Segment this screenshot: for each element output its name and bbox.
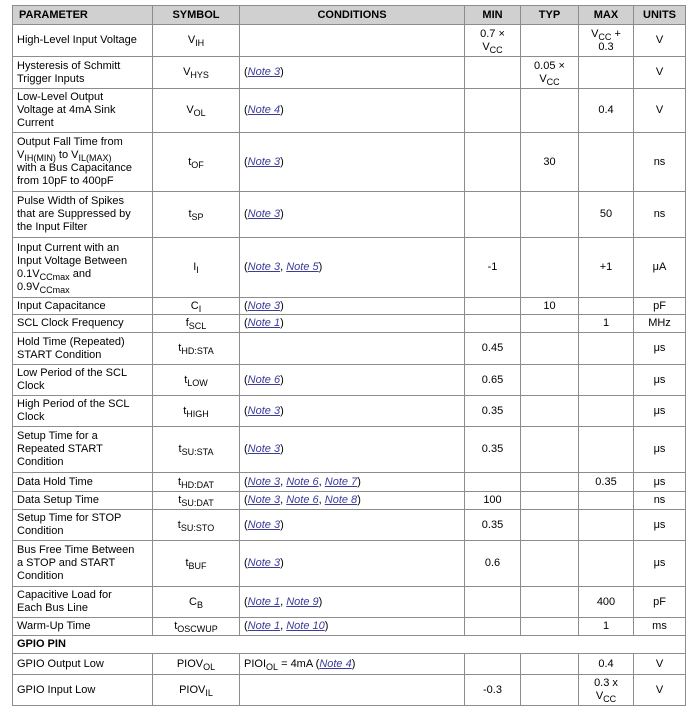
max-cell bbox=[579, 396, 634, 427]
typ-cell bbox=[521, 315, 579, 333]
note-link[interactable]: Note 3 bbox=[247, 299, 281, 312]
typ-cell bbox=[521, 192, 579, 238]
max-cell: 0.3 x $V_{CC}$ bbox=[579, 675, 634, 706]
table-row bbox=[13, 365, 686, 396]
parameter-cell: Setup Time for a Repeated START Condition bbox=[13, 427, 153, 473]
max-cell bbox=[579, 510, 634, 541]
units-cell: μs bbox=[634, 541, 686, 587]
conditions-cell: (Note 1, Note 9) bbox=[240, 587, 465, 618]
table-row bbox=[13, 298, 686, 315]
parameter-cell: Data Setup Time bbox=[13, 492, 153, 510]
conditions-cell: (Note 3) bbox=[240, 427, 465, 473]
table-row bbox=[13, 492, 686, 510]
conditions-cell: (Note 3, Note 6, Note 8) bbox=[240, 492, 465, 510]
min-cell: 0.35 bbox=[465, 396, 521, 427]
units-cell: MHz bbox=[634, 315, 686, 333]
note-link[interactable]: Note 1 bbox=[247, 620, 281, 632]
units-cell: pF bbox=[634, 298, 686, 315]
units-cell: μs bbox=[634, 333, 686, 365]
table-row bbox=[13, 192, 686, 238]
typ-cell bbox=[521, 675, 579, 706]
typ-cell: 10 bbox=[521, 298, 579, 315]
symbol-cell: $t_{HD:STA}$ bbox=[153, 333, 240, 365]
parameter-cell: Data Hold Time bbox=[13, 473, 153, 492]
symbol-cell: $t_{SU:STO}$ bbox=[153, 510, 240, 541]
max-cell bbox=[579, 427, 634, 473]
conditions-cell: (Note 3) bbox=[240, 396, 465, 427]
table-row bbox=[13, 654, 686, 675]
min-cell bbox=[465, 133, 521, 192]
note-link[interactable]: Note 1 bbox=[247, 317, 281, 329]
table-row bbox=[13, 618, 686, 636]
units-cell: ns bbox=[634, 133, 686, 192]
table-row bbox=[13, 315, 686, 333]
typ-cell bbox=[521, 25, 579, 57]
min-cell bbox=[465, 315, 521, 333]
note-link[interactable]: Note 5 bbox=[286, 261, 319, 273]
note-link[interactable]: Note 6 bbox=[286, 475, 319, 488]
max-cell bbox=[579, 365, 634, 396]
symbol-cell: $t_{SU:STA}$ bbox=[153, 427, 240, 473]
max-cell bbox=[579, 133, 634, 192]
table-row bbox=[13, 57, 686, 89]
note-link[interactable]: Note 3 bbox=[247, 557, 281, 569]
conditions-cell: (Note 1) bbox=[240, 315, 465, 333]
min-cell bbox=[465, 618, 521, 636]
conditions-cell: (Note 1, Note 10) bbox=[240, 618, 465, 636]
note-link[interactable]: Note 4 bbox=[319, 657, 352, 670]
typ-cell: 30 bbox=[521, 133, 579, 192]
min-cell bbox=[465, 192, 521, 238]
max-cell: 50 bbox=[579, 192, 634, 238]
parameter-cell: High Period of the SCL Clock bbox=[13, 396, 153, 427]
units-cell: V bbox=[634, 25, 686, 57]
table-body bbox=[13, 25, 686, 706]
min-cell bbox=[465, 298, 521, 315]
conditions-cell: (Note 3) bbox=[240, 541, 465, 587]
conditions-cell: (Note 6) bbox=[240, 365, 465, 396]
parameter-cell: Low Period of the SCL Clock bbox=[13, 365, 153, 396]
table-row bbox=[13, 587, 686, 618]
typ-cell bbox=[521, 618, 579, 636]
symbol-cell: $f_{SCL}$ bbox=[153, 315, 240, 333]
symbol-cell: $t_{LOW}$ bbox=[153, 365, 240, 396]
typ-cell: 0.05 × $V_{CC}$ bbox=[521, 57, 579, 89]
note-link[interactable]: Note 3 bbox=[247, 494, 281, 506]
conditions-cell: (Note 4) bbox=[240, 89, 465, 133]
col-header-symbol: SYMBOL bbox=[153, 6, 240, 25]
typ-cell bbox=[521, 510, 579, 541]
min-cell: -0.3 bbox=[465, 675, 521, 706]
max-cell: 400 bbox=[579, 587, 634, 618]
units-cell: pF bbox=[634, 587, 686, 618]
note-link[interactable]: Note 6 bbox=[286, 494, 319, 506]
parameter-cell: Warm-Up Time bbox=[13, 618, 153, 636]
min-cell: 0.6 bbox=[465, 541, 521, 587]
units-cell: V bbox=[634, 675, 686, 706]
table-row bbox=[13, 25, 686, 57]
note-link[interactable]: Note 7 bbox=[324, 475, 358, 488]
parameter-cell: Input Current with an Input Voltage Between $0.1V_{CCmax}$ and $0.9V_{CCmax}$ bbox=[13, 238, 153, 298]
table-row bbox=[13, 133, 686, 192]
min-cell: -1 bbox=[465, 238, 521, 298]
typ-cell bbox=[521, 396, 579, 427]
units-cell: μs bbox=[634, 510, 686, 541]
conditions-cell: (Note 3) bbox=[240, 510, 465, 541]
parameter-cell: Bus Free Time Between a STOP and START Condition bbox=[13, 541, 153, 587]
conditions-cell: $PIOI_{OL} = 4mA$ (Note 4) bbox=[240, 654, 465, 675]
conditions-cell bbox=[240, 333, 465, 365]
max-cell bbox=[579, 57, 634, 89]
units-cell: V bbox=[634, 654, 686, 675]
table-row bbox=[13, 541, 686, 587]
max-cell: 1 bbox=[579, 315, 634, 333]
units-cell: ms bbox=[634, 618, 686, 636]
table-row bbox=[13, 675, 686, 706]
section-row bbox=[13, 636, 686, 654]
units-cell: μs bbox=[634, 427, 686, 473]
header-row bbox=[13, 6, 686, 25]
min-cell bbox=[465, 587, 521, 618]
electrical-characteristics-table bbox=[12, 5, 686, 706]
units-cell: V bbox=[634, 57, 686, 89]
symbol-cell: $C_B$ bbox=[153, 587, 240, 618]
col-header-max: MAX bbox=[579, 6, 634, 25]
min-cell: 0.35 bbox=[465, 427, 521, 473]
note-link[interactable]: Note 3 bbox=[247, 475, 281, 488]
conditions-cell bbox=[240, 675, 465, 706]
max-cell bbox=[579, 333, 634, 365]
conditions-cell: (Note 3, Note 5) bbox=[240, 238, 465, 298]
note-link[interactable]: Note 3 bbox=[247, 518, 281, 531]
units-cell: μA bbox=[634, 238, 686, 298]
max-cell bbox=[579, 492, 634, 510]
min-cell: 0.35 bbox=[465, 510, 521, 541]
typ-cell bbox=[521, 89, 579, 133]
min-cell: 0.7 × $V_{CC}$ bbox=[465, 25, 521, 57]
parameter-cell: Setup Time for STOP Condition bbox=[13, 510, 153, 541]
parameter-cell: GPIO Input Low bbox=[13, 675, 153, 706]
max-cell: +1 bbox=[579, 238, 634, 298]
note-link[interactable]: Note 3 bbox=[247, 66, 281, 78]
symbol-cell: $t_{BUF}$ bbox=[153, 541, 240, 587]
col-header-conditions: CONDITIONS bbox=[240, 6, 465, 25]
min-cell bbox=[465, 473, 521, 492]
units-cell: ns bbox=[634, 492, 686, 510]
max-cell: $V_{CC}$ + 0.3 bbox=[579, 25, 634, 57]
parameter-cell: Hysteresis of Schmitt Trigger Inputs bbox=[13, 57, 153, 89]
table-row bbox=[13, 238, 686, 298]
section-title: GPIO PIN bbox=[13, 636, 686, 654]
note-link[interactable]: Note 8 bbox=[324, 494, 358, 506]
typ-cell bbox=[521, 492, 579, 510]
max-cell bbox=[579, 298, 634, 315]
col-header-units: UNITS bbox=[634, 6, 686, 25]
note-link[interactable]: Note 4 bbox=[247, 104, 281, 116]
min-cell bbox=[465, 654, 521, 675]
table-row bbox=[13, 396, 686, 427]
symbol-cell: $t_{HIGH}$ bbox=[153, 396, 240, 427]
typ-cell bbox=[521, 473, 579, 492]
typ-cell bbox=[521, 365, 579, 396]
symbol-cell: $t_{SP}$ bbox=[153, 192, 240, 238]
min-cell: 0.45 bbox=[465, 333, 521, 365]
note-link[interactable]: Note 3 bbox=[247, 261, 281, 273]
note-link[interactable]: Note 3 bbox=[247, 443, 281, 455]
parameter-cell: SCL Clock Frequency bbox=[13, 315, 153, 333]
max-cell: 1 bbox=[579, 618, 634, 636]
table-row bbox=[13, 510, 686, 541]
conditions-cell: (Note 3) bbox=[240, 298, 465, 315]
parameter-cell: GPIO Output Low bbox=[13, 654, 153, 675]
units-cell: μs bbox=[634, 473, 686, 492]
symbol-cell: $V_{HYS}$ bbox=[153, 57, 240, 89]
parameter-cell: Input Capacitance bbox=[13, 298, 153, 315]
max-cell bbox=[579, 541, 634, 587]
note-link[interactable]: Note 9 bbox=[286, 595, 319, 608]
max-cell: 0.4 bbox=[579, 654, 634, 675]
symbol-cell: $t_{OSCWUP}$ bbox=[153, 618, 240, 636]
parameter-cell: Output Fall Time from $V_{IH(MIN)}$ to $V_{IL(MAX)}$ with a Bus Capacitance from 10pF to 400pF bbox=[13, 133, 153, 192]
units-cell: ns bbox=[634, 192, 686, 238]
min-cell bbox=[465, 89, 521, 133]
units-cell: μs bbox=[634, 365, 686, 396]
parameter-cell: Capacitive Load for Each Bus Line bbox=[13, 587, 153, 618]
symbol-cell: $I_I$ bbox=[153, 238, 240, 298]
table-row bbox=[13, 333, 686, 365]
typ-cell bbox=[521, 654, 579, 675]
note-link[interactable]: Note 10 bbox=[286, 620, 325, 632]
units-cell: V bbox=[634, 89, 686, 133]
min-cell: 100 bbox=[465, 492, 521, 510]
note-link[interactable]: Note 6 bbox=[247, 373, 281, 386]
table-row bbox=[13, 89, 686, 133]
note-link[interactable]: Note 3 bbox=[247, 208, 281, 220]
symbol-cell: $PIOV_{OL}$ bbox=[153, 654, 240, 675]
note-link[interactable]: Note 1 bbox=[247, 595, 281, 608]
note-link[interactable]: Note 3 bbox=[247, 155, 281, 168]
conditions-cell: (Note 3) bbox=[240, 133, 465, 192]
table-row bbox=[13, 427, 686, 473]
parameter-cell: Pulse Width of Spikes that are Suppressed by the Input Filter bbox=[13, 192, 153, 238]
conditions-cell: (Note 3) bbox=[240, 57, 465, 89]
typ-cell bbox=[521, 427, 579, 473]
max-cell: 0.4 bbox=[579, 89, 634, 133]
symbol-cell: $t_{SU:DAT}$ bbox=[153, 492, 240, 510]
typ-cell bbox=[521, 333, 579, 365]
symbol-cell: $V_{OL}$ bbox=[153, 89, 240, 133]
conditions-cell: (Note 3) bbox=[240, 192, 465, 238]
col-header-min: MIN bbox=[465, 6, 521, 25]
conditions-cell bbox=[240, 25, 465, 57]
min-cell: 0.65 bbox=[465, 365, 521, 396]
parameter-cell: High-Level Input Voltage bbox=[13, 25, 153, 57]
units-cell: μs bbox=[634, 396, 686, 427]
symbol-cell: $V_{IH}$ bbox=[153, 25, 240, 57]
parameter-cell: Low-Level Output Voltage at 4mA Sink Current bbox=[13, 89, 153, 133]
col-header-typ: TYP bbox=[521, 6, 579, 25]
symbol-cell: $t_{HD:DAT}$ bbox=[153, 473, 240, 492]
typ-cell bbox=[521, 238, 579, 298]
symbol-cell: $PIOV_{IL}$ bbox=[153, 675, 240, 706]
col-header-parameter: PARAMETER bbox=[13, 6, 153, 25]
symbol-cell: $C_I$ bbox=[153, 298, 240, 315]
typ-cell bbox=[521, 587, 579, 618]
table-row bbox=[13, 473, 686, 492]
typ-cell bbox=[521, 541, 579, 587]
conditions-cell: (Note 3, Note 6, Note 7) bbox=[240, 473, 465, 492]
note-link[interactable]: Note 3 bbox=[247, 404, 281, 417]
min-cell bbox=[465, 57, 521, 89]
max-cell: 0.35 bbox=[579, 473, 634, 492]
parameter-cell: Hold Time (Repeated) START Condition bbox=[13, 333, 153, 365]
symbol-cell: $t_{OF}$ bbox=[153, 133, 240, 192]
